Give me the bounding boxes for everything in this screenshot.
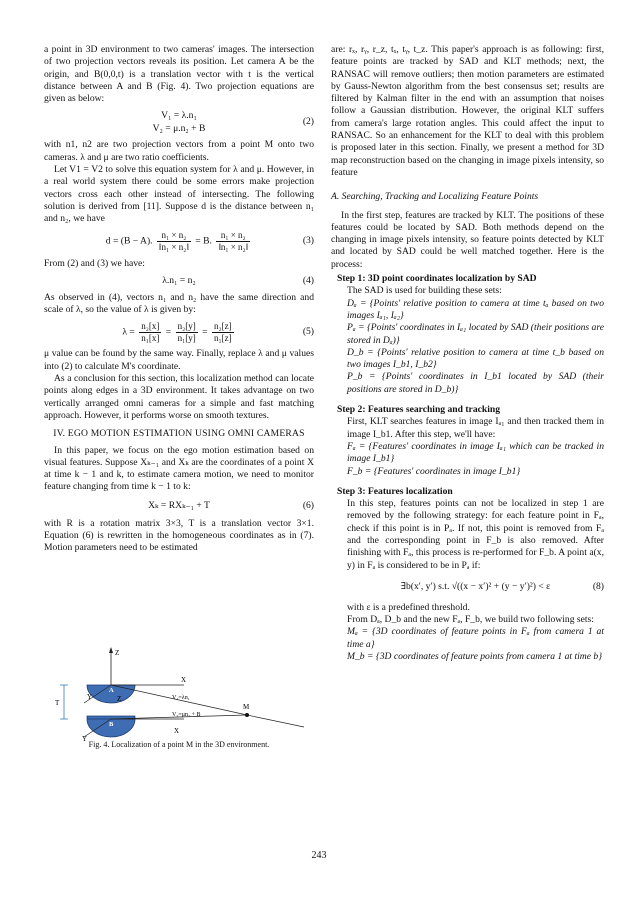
left-column xyxy=(44,44,314,555)
step-text: The SAD is used for building these sets: xyxy=(347,285,502,297)
equation-number: (5) xyxy=(302,326,314,338)
paragraph: a point in 3D environment to two cameras' images. The intersection of two projection vectors reveals its position. Let camera A be the origin, and B(0,0,t) is a translation vector with t is the vertical distance between A and B (Fig. 4). Two projection equations are given as below: xyxy=(44,44,314,105)
set-definition: F_b = {Features' coordinates in image I_b1} xyxy=(347,465,521,477)
label-z: Z xyxy=(115,649,120,657)
label-b: B xyxy=(109,721,114,728)
equation-number: (6) xyxy=(302,499,314,511)
paragraph: As observed in (4), vectors n₁ and n₂ have the same direction and scale of λ, so the value of λ is given by: xyxy=(44,291,314,316)
set-definition: Fₐ = {Features' coordinates in image Iₐ₁ which can be tracked in image I_b1} xyxy=(347,440,604,465)
figure-caption: Fig. 4. Localization of a point M in the 3D environment. xyxy=(88,740,270,749)
set-definition: M_b = {3D coordinates of feature points from camera 1 at time b} xyxy=(347,651,603,663)
equation-4 xyxy=(44,273,314,289)
right-column xyxy=(331,44,604,663)
paragraph: μ value can be found by the same way. Finally, replace λ and μ values into (2) to calculate M's coordinate. xyxy=(44,348,314,372)
equation-text: Xₖ = RXₖ₋₁ + T xyxy=(148,499,210,511)
arrow-icon xyxy=(109,647,113,653)
step-1 xyxy=(331,273,604,396)
step-3 xyxy=(331,486,604,664)
fraction xyxy=(139,321,161,344)
section-title: IV. EGO MOTION ESTIMATION USING OMNI CAMERAS xyxy=(53,428,305,440)
step-title: Step 3: Features localization xyxy=(337,485,453,497)
label-a: A xyxy=(109,687,114,694)
paragraph: From (2) and (3) we have: xyxy=(44,257,145,269)
equation-number: (8) xyxy=(592,580,604,592)
label-x-bottom: X xyxy=(174,727,180,735)
paragraph: As a conclusion for this section, this localization method can locate points along edges in a 3D environment. It takes advantage on two vertically arranged omni cameras for a simple and fast matching approach. However, it performs worse on smooth textures. xyxy=(44,373,314,421)
set-definition: P_b = {Points' coordinates in I_b1 located by SAD (their positions are stored in D_b)} xyxy=(347,371,604,395)
equation-line: V₁ = λ.n₁ xyxy=(161,110,197,122)
page-number: 243 xyxy=(311,850,327,861)
equation-8 xyxy=(347,578,604,596)
numerator: n₂[z] xyxy=(213,320,232,331)
step-text: with ε is a predefined threshold. xyxy=(347,601,470,613)
equation-text: ∃b(x′, y′) s.t. √((x − x′)² + (y − y′)²) < ε xyxy=(400,580,551,592)
label-x: X xyxy=(181,676,187,684)
fraction xyxy=(212,321,234,344)
step-title: Step 2: Features searching and tracking xyxy=(337,404,501,416)
paragraph: In the first step, features are tracked by KLT. The positions of these features could be located by SAD. Both methods depend on the changing in image pixels intensity, so feature points detected by KLT and located by SAD could be well matched together. Here is the process: xyxy=(331,209,604,270)
fraction xyxy=(176,321,198,344)
equation-6 xyxy=(44,497,314,515)
set-definition: Pₐ = {Points' coordinates in Iₐ₁ located by SAD (their positions are stored in Dₐ)} xyxy=(347,322,604,346)
point-m xyxy=(245,713,249,717)
step-text: First, KLT searches features in image Iₐ₁ and then tracked them in image I_b1. After this step, we'll have: xyxy=(347,416,604,440)
subsection-title: A. Searching, Tracking and Localizing Feature Points xyxy=(331,191,539,203)
equation-number: (2) xyxy=(302,116,314,128)
label-y-bottom: Y xyxy=(82,735,88,743)
step-2 xyxy=(331,404,604,478)
label-v2: V₂=μn₂ + B xyxy=(172,712,201,718)
set-definition: Mₐ = {3D coordinates of feature points in Fₐ from camera 1 at time a} xyxy=(347,626,604,650)
equation-5: λ = $\frac{\text{n₂[x]}}{\text{n₁[x]}}$ = $\frac{\text{n₂[y]}}{\text{n₁[y]}}$ = $\frac{\text{n₂[z]}}{\text{n₁[z]}}$ (5) xyxy=(122,320,314,343)
fraction xyxy=(216,230,250,253)
label-m: M xyxy=(243,703,250,711)
equation-text: d = (B − A). xyxy=(105,235,153,247)
numerator: n₂[y] xyxy=(177,320,196,331)
equation-text: = B. xyxy=(195,235,212,247)
numerator: n₁ × n₂ xyxy=(157,230,191,242)
figure-4 xyxy=(44,643,314,743)
set-definition: Dₐ = {Points' relative position to camera at time tₐ based on two images Iₐ₁, Iₐ₂} xyxy=(347,297,604,321)
label-t: T xyxy=(55,699,60,707)
step-text: In this step, features points can not be localized in step 1 are removed by the following strategy: for each feature point in Fₐ, check if this point is in Pₐ. If not, this point is removed from Fₐ and the corresponding point in F_b is also removed. After finishing with Fₐ, this process is re-performed for F_b. A point a(x, y) in Fₐ is considered to be in Pₐ if: xyxy=(347,498,604,571)
fraction xyxy=(157,230,191,253)
paragraph: with R is a rotation matrix 3×3, T is a translation vector 3×1. Equation (6) is rewritten in the homogeneous coordinates as in (7). Motion parameters need to be estimated xyxy=(44,517,314,554)
equation-text: λ = xyxy=(122,326,135,338)
extension-line xyxy=(247,715,304,727)
label-z-mid: Z xyxy=(117,695,122,703)
label-v1: V₁=λn₁ xyxy=(172,695,190,701)
numerator: n₁ × n₂ xyxy=(216,230,250,242)
equation-text: λ.n₁ = n₂ xyxy=(162,274,196,286)
denominator: n₁[z] xyxy=(213,332,232,343)
step-title: Step 1: 3D point coordinates localization by SAD xyxy=(337,273,537,285)
set-definition: D_b = {Points' relative position to camera at time t_b based on two images I_b1, I_b2} xyxy=(347,346,604,371)
paragraph: In this paper, we focus on the ego motion estimation based on visual features. Suppose Xₖ₋₁ and Xₖ are the coordinates of a point X at time k − 1 and k, to estimate camera motion, we need to monitor feature changing from time k − 1 to k: xyxy=(44,444,314,493)
equation-2 xyxy=(44,108,314,136)
paragraph: Let V1 = V2 to solve this equation system for λ and μ. However, in a real world system there could be some errors make projection vectors cross each other instead of intersecting. The following solution is derived from [11]. Suppose d is the distance between n₁ and n₂, we have xyxy=(44,164,314,225)
equation-number: (3) xyxy=(302,235,314,247)
denominator: ‖n₁ × n₂‖ xyxy=(158,242,189,253)
paragraph: with n1, n2 are two projection vectors from a point M onto two cameras. λ and μ are two ratio coefficients. xyxy=(44,139,314,163)
numerator: n₂[x] xyxy=(141,320,160,331)
label-y: Y xyxy=(87,693,93,701)
denominator: n₁[x] xyxy=(141,332,160,343)
step-text: From Dₐ, D_b and the new Fₐ, F_b, we build two following sets: xyxy=(347,614,594,626)
equation-line: V₂ = μ.n₂ + B xyxy=(152,123,206,135)
equation-number: (4) xyxy=(302,274,314,286)
denominator: ‖n₁ × n₂‖ xyxy=(218,242,249,253)
paragraph: are: rₓ, rᵧ, r_z, tₓ, tᵧ, t_z. This paper's approach is as following: first, feature points are tracked by SAD and KLT methods; next, the RANSAC will remove outliers; then motion parameters are estimated by Gauss-Newton algorithm from the best consensus set; results are filtered by Kalman filter in the end with an assumption that noises follow a Gaussian distribution. However, the original KLT suffers from camera's large rotation angles. This could affect the input to RANSAC. So an enhancement for the KLT to deal with this problem is proposed later in this section. Finally, we present a method for 3D map reconstruction based on the changing in image pixels intensity, so feature xyxy=(331,44,604,178)
equation-3 xyxy=(44,229,314,255)
denominator: n₁[y] xyxy=(177,332,196,343)
